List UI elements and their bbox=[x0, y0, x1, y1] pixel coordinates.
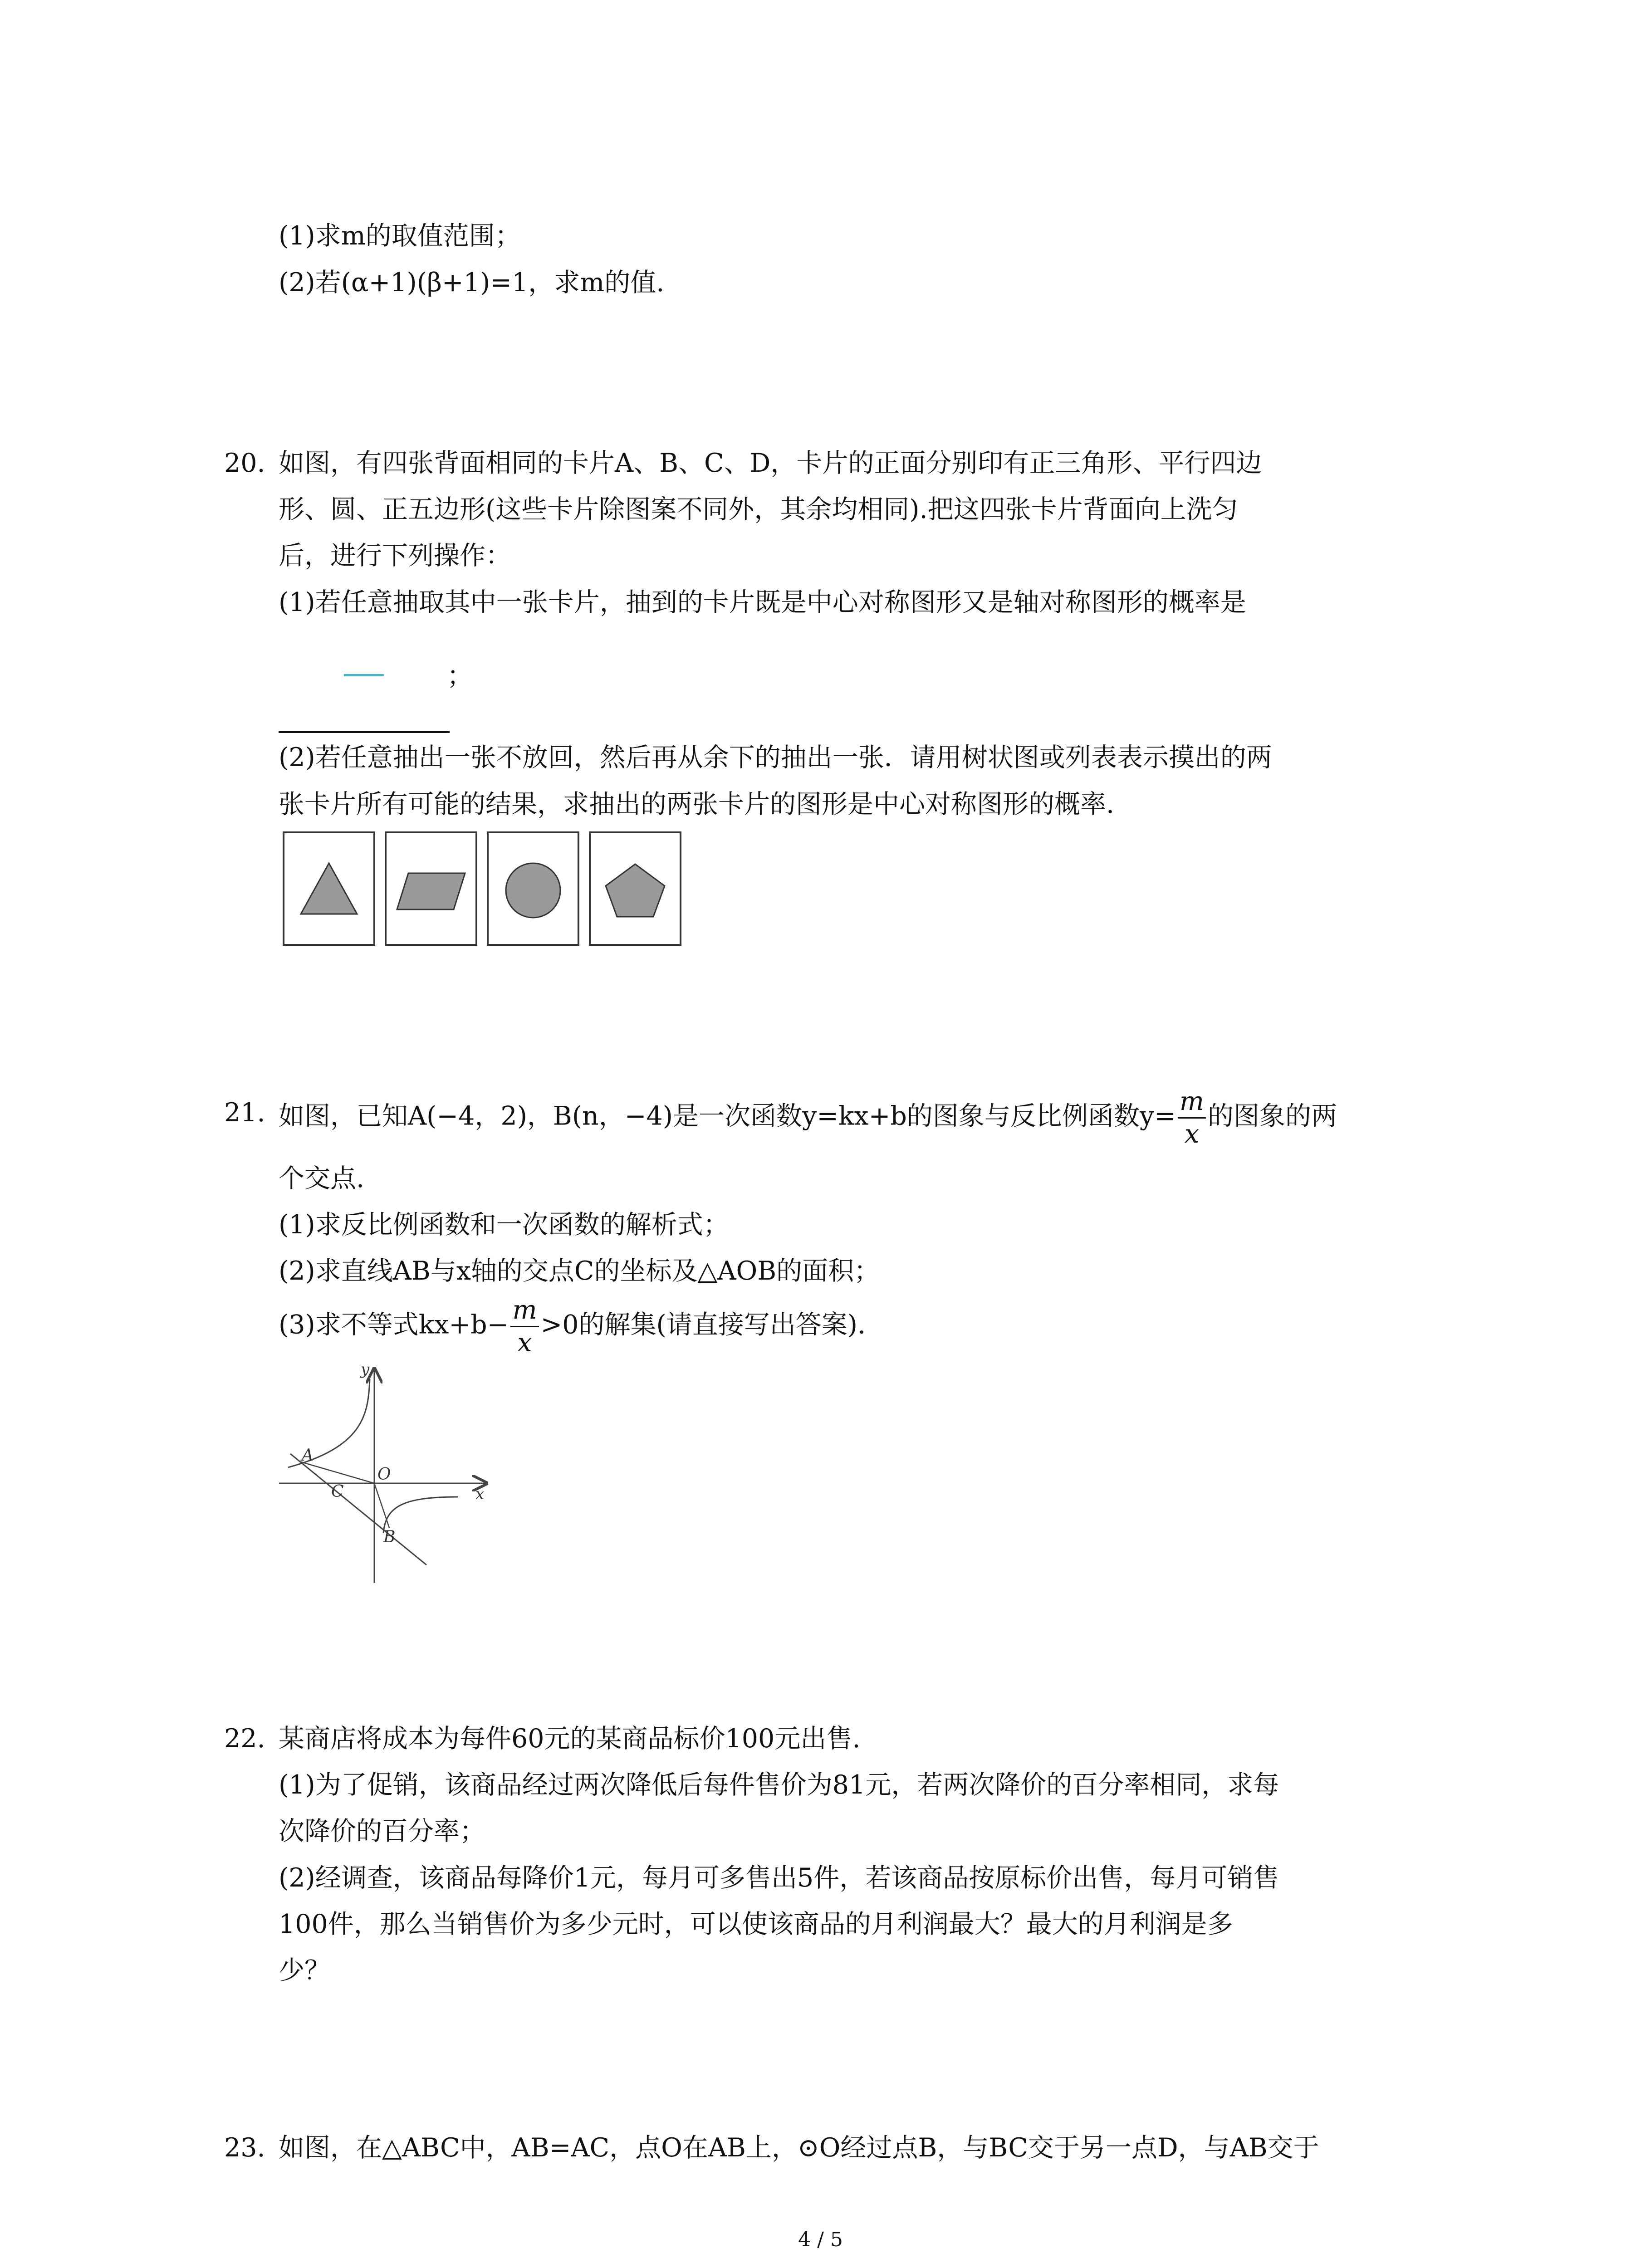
q21-line1-text-b: 的图象的两 bbox=[1207, 1101, 1337, 1131]
card-pentagon bbox=[590, 832, 681, 945]
q22-line2: (1)为了促销，该商品经过两次降低后每件售价为81元，若两次降价的百分率相同，求每 bbox=[279, 1770, 1279, 1800]
label-x: x bbox=[475, 1485, 485, 1503]
q20-line1: 如图，有四张背面相同的卡片A、B、C、D，卡片的正面分别印有正三角形、平行四边 bbox=[279, 448, 1262, 478]
answer-blank-mark bbox=[344, 674, 384, 676]
label-A: A bbox=[302, 1446, 314, 1465]
q21-line1-text-a: 如图，已知A(−4，2)，B(n，−4)是一次函数y=kx+b的图象与反比例函数y= bbox=[279, 1101, 1176, 1131]
label-y: y bbox=[361, 1361, 370, 1378]
label-C: C bbox=[331, 1482, 344, 1501]
q21-line1 bbox=[279, 1086, 1337, 1149]
q20-semicolon: ； bbox=[447, 661, 473, 691]
card-parallelogram bbox=[386, 832, 476, 945]
q23-number: 23. bbox=[224, 2133, 265, 2163]
label-B: B bbox=[383, 1528, 396, 1546]
q22-line1: 某商店将成本为每件60元的某商品标价100元出售. bbox=[279, 1724, 861, 1754]
page-number: 4 / 5 bbox=[798, 2228, 843, 2251]
line-AB bbox=[290, 1454, 426, 1565]
cards-figure bbox=[277, 828, 685, 948]
card-triangle bbox=[284, 832, 374, 945]
function-graph bbox=[272, 1361, 499, 1588]
q19-part2: (2)若(α+1)(β+1)=1，求m的值. bbox=[279, 268, 665, 298]
q20-line3: 后，进行下列操作： bbox=[279, 541, 511, 571]
hyperbola-branch-upper bbox=[288, 1379, 370, 1467]
q20-number: 20. bbox=[224, 448, 265, 478]
segment-OB bbox=[374, 1483, 389, 1528]
fraction-m-over-x bbox=[1178, 1086, 1206, 1149]
circle-shape bbox=[506, 863, 560, 918]
q20-line5: (2)若任意抽出一张不放回，然后再从余下的抽出一张．请用树状图或列表表示摸出的两 bbox=[279, 743, 1272, 772]
q21-line3: (1)求反比例函数和一次函数的解析式； bbox=[279, 1210, 729, 1240]
q22-line6: 少？ bbox=[279, 1955, 330, 1985]
q21-line4: (2)求直线AB与x轴的交点C的坐标及△AOB的面积； bbox=[279, 1256, 880, 1286]
q21-line5 bbox=[279, 1297, 866, 1356]
card-circle bbox=[488, 832, 578, 945]
segment-AO bbox=[299, 1461, 374, 1483]
q19-part1: (1)求m的取值范围； bbox=[279, 221, 521, 251]
q20-line4: (1)若任意抽取其中一张卡片，抽到的卡片既是中心对称图形又是轴对称图形的概率是 bbox=[279, 587, 1246, 617]
answer-underline bbox=[279, 731, 450, 733]
q21-number: 21. bbox=[224, 1098, 265, 1128]
fraction-denominator: x bbox=[517, 1328, 532, 1358]
q20-line6: 张卡片所有可能的结果，求抽出的两张卡片的图形是中心对称图形的概率. bbox=[279, 789, 1115, 819]
q23-line1: 如图，在△ABC中，AB=AC，点O在AB上，⊙O经过点B，与BC交于另一点D，与AB交于 bbox=[279, 2133, 1319, 2163]
q21-line2: 个交点. bbox=[279, 1163, 365, 1193]
fraction-numerator: m bbox=[1178, 1089, 1206, 1119]
q21-line5-text-a: (3)求不等式kx+b− bbox=[279, 1310, 509, 1340]
q22-line3: 次降价的百分率； bbox=[279, 1816, 485, 1846]
parallelogram-shape bbox=[397, 873, 465, 909]
q21-line5-text-b: >0的解集(请直接写出答案). bbox=[540, 1310, 866, 1340]
q20-line2: 形、圆、正五边形(这些卡片除图案不同外，其余均相同).把这四张卡片背面向上洗匀 bbox=[279, 494, 1238, 524]
fraction-denominator: x bbox=[1184, 1119, 1199, 1149]
fraction-numerator: m bbox=[510, 1297, 539, 1327]
q22-number: 22. bbox=[224, 1724, 265, 1754]
label-O: O bbox=[377, 1465, 391, 1484]
q22-line4: (2)经调查，该商品每降价1元，每月可多售出5件，若该商品按原标价出售，每月可销售 bbox=[279, 1863, 1279, 1893]
fraction-m-over-x-2 bbox=[510, 1297, 539, 1356]
q22-line5: 100件，那么当销售价为多少元时，可以使该商品的月利润最大？最大的月利润是多 bbox=[279, 1909, 1233, 1939]
